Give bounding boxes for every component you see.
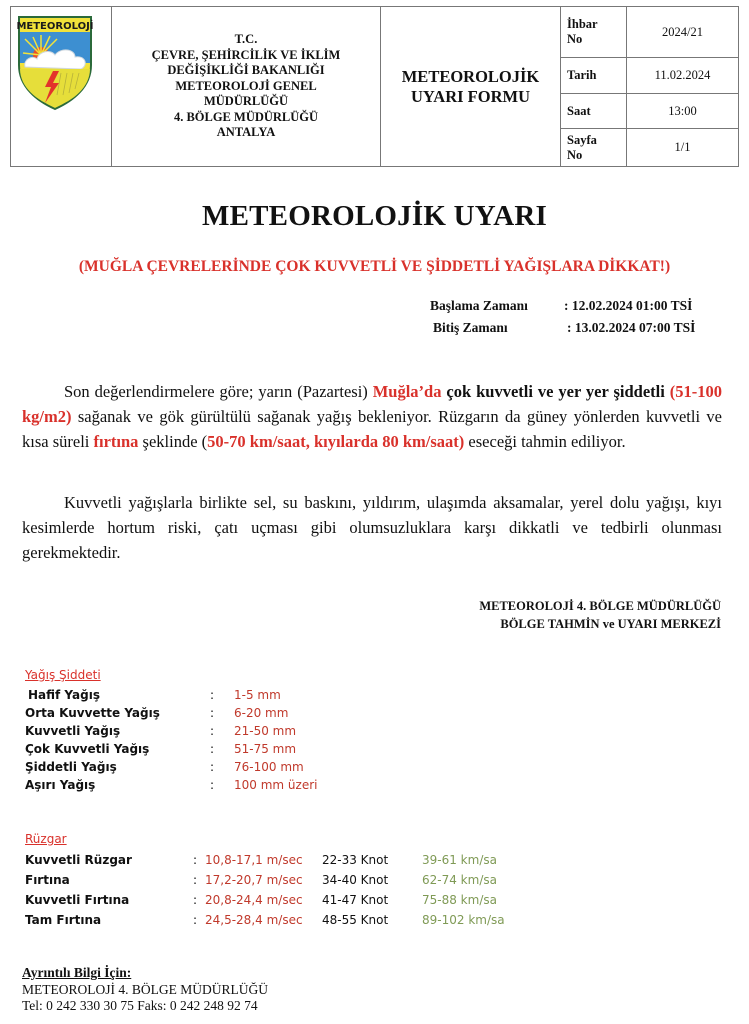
- start-time-label: Başlama Zamanı: [430, 298, 528, 313]
- meta-label-line: No: [567, 147, 583, 162]
- wind-ms: 24,5-28,4 m/sec: [205, 913, 303, 927]
- meta-row-tarih: [561, 58, 738, 94]
- text-run: şeklinde (: [138, 432, 208, 451]
- colon: :: [210, 706, 215, 720]
- wind-knot: 34-40 Knot: [322, 873, 389, 887]
- wind-table: [25, 850, 505, 930]
- colon: :: [210, 742, 215, 756]
- signature-line: BÖLGE TAHMİN ve UYARI MERKEZİ: [500, 617, 721, 631]
- precip-section-title: Yağış Şiddeti: [25, 668, 101, 682]
- end-time-value: : 13.02.2024 07:00 TSİ: [567, 320, 696, 335]
- wind-kmh: 89-102 km/sa: [422, 913, 505, 927]
- meta-row-saat: [561, 94, 738, 129]
- meta-label: Tarih: [561, 58, 627, 93]
- colon: :: [210, 760, 215, 774]
- meta-value: 11.02.2024: [654, 68, 711, 82]
- meta-label-line: No: [567, 32, 583, 46]
- precip-name: Hafif Yağış: [28, 688, 100, 702]
- precip-row: [25, 704, 317, 722]
- text-run: eseceği tahmin ediliyor.: [464, 432, 626, 451]
- org-line: ÇEVRE, ŞEHİRCİLİK VE İKLİM: [151, 47, 341, 62]
- meta-value: 13:00: [668, 103, 697, 118]
- location-highlight: Muğla’da: [372, 382, 442, 401]
- intensity-highlight: çok kuvvetli ve yer yer şiddetli: [446, 382, 665, 401]
- precip-table: [25, 686, 317, 794]
- page-title: METEOROLOJİK UYARI: [202, 200, 547, 232]
- precip-value: 100 mm üzeri: [234, 778, 318, 792]
- wind-kmh: 62-74 km/sa: [422, 873, 497, 887]
- end-time-row: [430, 317, 695, 339]
- precip-row: [25, 758, 317, 776]
- wind-kmh: 39-61 km/sa: [422, 853, 497, 867]
- precip-name: Çok Kuvvetli Yağış: [25, 742, 150, 756]
- meta-value: 2024/21: [662, 24, 703, 39]
- meteoroloji-logo-icon: [15, 15, 95, 111]
- forecast-paragraph: [22, 379, 722, 454]
- contact-org: METEOROLOJİ 4. BÖLGE MÜDÜRLÜĞÜ: [22, 981, 268, 997]
- start-time-value: : 12.02.2024 01:00 TSİ: [564, 298, 693, 313]
- wind-kmh: 75-88 km/sa: [422, 893, 497, 907]
- meta-label-line: İhbar: [567, 17, 598, 31]
- org-line: ANTALYA: [216, 125, 276, 140]
- precip-value: 6-20 mm: [234, 706, 289, 720]
- wind-knot: 48-55 Knot: [322, 913, 389, 927]
- logo-text: METEOROLOJİ: [16, 21, 94, 32]
- logo-cell: [11, 7, 112, 166]
- start-time-row: [430, 295, 695, 317]
- precip-value: 76-100 mm: [234, 760, 304, 774]
- meta-label: [561, 7, 627, 57]
- wind-row: [25, 910, 505, 930]
- rainfall-amount-highlight: (51-100 kg/m2): [22, 382, 722, 426]
- contact-heading: Ayrıntılı Bilgi İçin:: [22, 965, 132, 980]
- wind-section-title: Rüzgar: [25, 832, 67, 846]
- precip-value: 1-5 mm: [234, 688, 281, 702]
- meta-label: [561, 129, 627, 166]
- alert-subtitle: (MUĞLA ÇEVRELERİNDE ÇOK KUVVETLİ VE ŞİDDETLİ YAĞIŞLARA DİKKAT!): [78, 258, 671, 275]
- wind-knot: 22-33 Knot: [322, 853, 389, 867]
- org-line: T.C.: [234, 32, 258, 47]
- org-line: DEĞİŞİKLİĞİ BAKANLIĞI: [167, 63, 325, 78]
- precip-name: Aşırı Yağış: [25, 778, 96, 792]
- storm-highlight: fırtına: [93, 432, 139, 451]
- signature-block: [479, 597, 721, 633]
- signature-line: METEOROLOJİ 4. BÖLGE MÜDÜRLÜĞÜ: [479, 599, 721, 613]
- form-title-line: METEOROLOJİK: [401, 66, 540, 86]
- wind-ms: 17,2-20,7 m/sec: [205, 873, 303, 887]
- org-line: 4. BÖLGE MÜDÜRLÜĞÜ: [173, 109, 319, 124]
- wind-row: [25, 850, 505, 870]
- wind-row: [25, 890, 505, 910]
- wind-ms: 10,8-17,1 m/sec: [205, 853, 303, 867]
- colon: :: [193, 913, 198, 927]
- precip-value: 21-50 mm: [234, 724, 297, 738]
- org-line: MÜDÜRLÜĞÜ: [203, 94, 288, 109]
- meta-label: Saat: [561, 94, 627, 128]
- wind-row: [25, 870, 505, 890]
- precip-row: [25, 722, 317, 740]
- form-title-line: UYARI FORMU: [410, 86, 530, 106]
- precip-name: Şiddetli Yağış: [25, 760, 117, 774]
- colon: :: [193, 853, 198, 867]
- organization-cell: [112, 7, 381, 166]
- form-header-table: [10, 6, 739, 167]
- meta-label-line: Sayfa: [567, 132, 597, 147]
- colon: :: [210, 688, 215, 702]
- validity-times: [430, 295, 695, 339]
- meta-value: 1/1: [674, 140, 691, 154]
- form-meta: [561, 7, 738, 166]
- end-time-label: Bitiş Zamanı: [433, 320, 508, 335]
- text-run: Son değerlendirmelere göre; yarın (Pazartesi): [64, 382, 373, 401]
- meta-row-sayfa-no: [561, 129, 738, 166]
- precaution-paragraph: Kuvvetli yağışlarla birlikte sel, su baskını, yıldırım, ulaşımda aksamalar, yerel dolu yağışı, kıyı kesimlerde hortum riski, çatı uçması gibi olumsuzluklara karşı dikkatli ve tedbirli olunması gerekmektedir.: [22, 493, 722, 562]
- contact-phone: Tel: 0 242 330 30 75 Faks: 0 242 248 92 74: [22, 998, 258, 1013]
- precip-row: [25, 776, 317, 794]
- precip-row: [25, 686, 317, 704]
- form-title-cell: [381, 7, 561, 166]
- precip-value: 51-75 mm: [234, 742, 297, 756]
- colon: :: [193, 893, 198, 907]
- wind-name: Fırtına: [25, 873, 70, 887]
- text-run: sağanak ve gök gürültülü sağanak yağış bekleniyor. Rüzgarın da güney yönlerden kuvvetli ve kısa süreli: [22, 407, 722, 451]
- wind-name: Kuvvetli Rüzgar: [25, 853, 132, 867]
- colon: :: [193, 873, 198, 887]
- precip-name: Orta Kuvvette Yağış: [25, 706, 160, 720]
- precip-row: [25, 740, 317, 758]
- precip-name: Kuvvetli Yağış: [25, 724, 121, 738]
- wind-name: Kuvvetli Fırtına: [25, 893, 130, 907]
- meta-row-ihbar-no: [561, 7, 738, 58]
- wind-name: Tam Fırtına: [25, 913, 102, 927]
- org-line: METEOROLOJİ GENEL: [175, 78, 317, 93]
- colon: :: [210, 724, 215, 738]
- contact-block: [22, 965, 268, 1015]
- wind-knot: 41-47 Knot: [322, 893, 389, 907]
- wind-ms: 20,8-24,4 m/sec: [205, 893, 303, 907]
- wind-speed-highlight: 50-70 km/saat, kıyılarda 80 km/saat): [207, 432, 465, 451]
- colon: :: [210, 778, 215, 792]
